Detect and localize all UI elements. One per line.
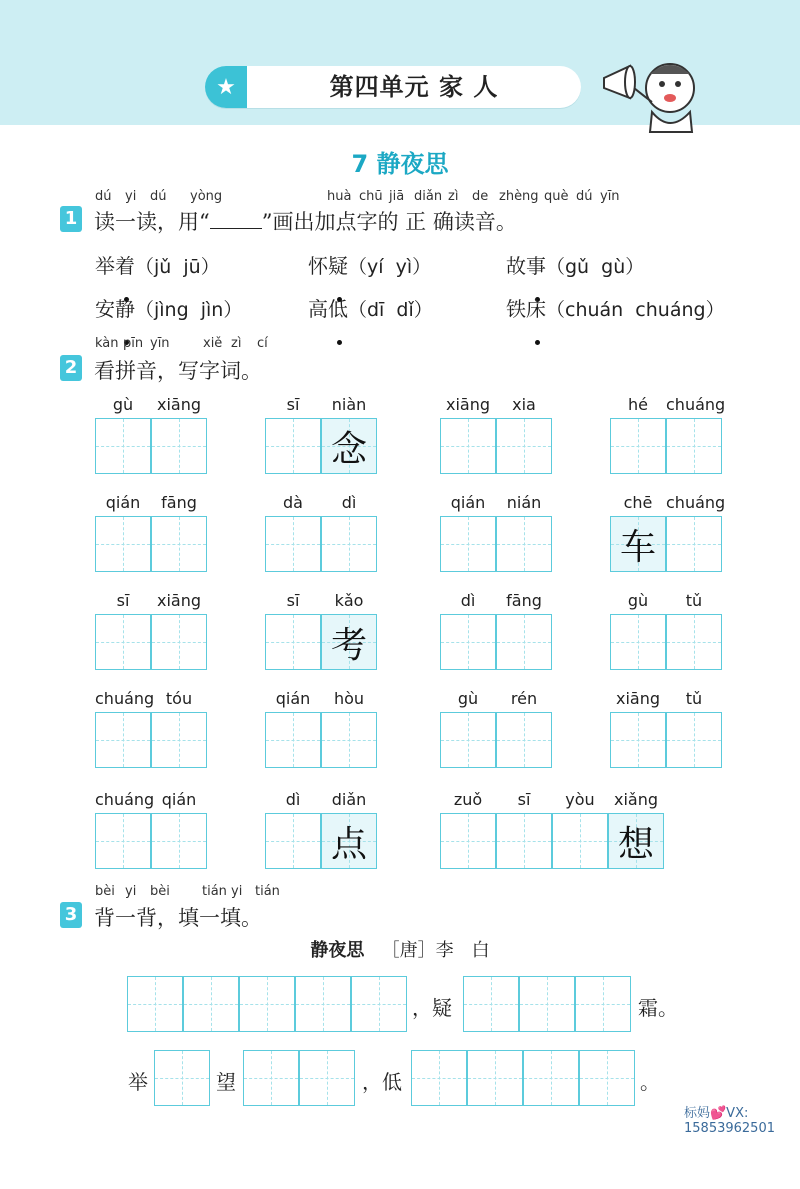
q1-pinyin-11: què: [544, 189, 569, 204]
q1-item-options: （yí yì）: [348, 256, 432, 278]
poem-line1-end: 霜。: [638, 996, 678, 1020]
q2-pinyin-syllable: hé: [628, 395, 648, 414]
q1-item-dotted-char: 床: [526, 297, 546, 321]
q1-item-options: （gǔ gù）: [546, 256, 645, 278]
unit-title: 第四单元 家 人: [329, 73, 499, 101]
watermark-line2: 15853962501: [684, 1121, 775, 1136]
question-number-3: 3: [60, 902, 82, 928]
q1-pinyin-5: chū: [359, 189, 383, 204]
q2-pinyin-syllable: fāng: [506, 591, 542, 610]
poem-write-box[interactable]: [243, 1050, 299, 1106]
q2-instruction: 看拼音，写字词。: [94, 359, 262, 383]
write-box[interactable]: [151, 614, 207, 670]
question-number-1: 1: [60, 206, 82, 232]
q3-pinyin-0: bèi: [95, 884, 115, 899]
write-box[interactable]: [440, 516, 496, 572]
poem-write-box[interactable]: [183, 976, 239, 1032]
q2-pinyin-syllable: diǎn: [331, 790, 367, 809]
q2-pinyin-syllable: dì: [341, 493, 357, 512]
poem-write-box[interactable]: [519, 976, 575, 1032]
q1-item-dotted-char: 静: [115, 297, 135, 321]
poem-line2-b: 望: [216, 1070, 236, 1094]
q1-item-options: （jǔ jū）: [135, 256, 220, 278]
poem-write-box[interactable]: [579, 1050, 635, 1106]
poem-heading: [0, 936, 800, 962]
q2-pinyin-syllable: zuǒ: [453, 790, 483, 809]
write-box[interactable]: [666, 712, 722, 768]
q2-pinyin-2: yīn: [150, 336, 170, 351]
poem-write-box[interactable]: [127, 976, 183, 1032]
given-character: 车: [619, 526, 656, 568]
q3-pinyin-2: bèi: [150, 884, 170, 899]
write-box[interactable]: [95, 614, 151, 670]
write-box[interactable]: [610, 418, 666, 474]
write-box[interactable]: [265, 813, 321, 869]
q2-pinyin-syllable: sī: [286, 591, 300, 610]
given-character: 念: [330, 428, 367, 470]
q1-pinyin-6: jiā: [389, 189, 405, 204]
write-box[interactable]: [95, 418, 151, 474]
q2-pinyin-0: kàn: [95, 336, 119, 351]
q1-text-before: 读一读，用“: [94, 210, 210, 234]
q2-pinyin-syllable: chuáng: [666, 493, 726, 512]
q1-pinyin-7: diǎn: [414, 189, 443, 204]
poem-title: 静夜思: [310, 940, 365, 961]
q1-underline-sample: [210, 216, 262, 229]
write-box[interactable]: [265, 418, 321, 474]
q2-pinyin-syllable: chuáng: [95, 689, 155, 708]
q2-pinyin-syllable: dà: [283, 493, 303, 512]
q3-instruction: 背一背，填一填。: [94, 906, 262, 930]
q3-pinyin-4: yi: [231, 884, 243, 899]
q2-pinyin-syllable: dì: [285, 790, 301, 809]
write-box[interactable]: [321, 712, 377, 768]
q2-pinyin-syllable: qián: [161, 790, 197, 809]
poem-write-box[interactable]: [154, 1050, 210, 1106]
write-box[interactable]: [496, 418, 552, 474]
q2-pinyin-syllable: niàn: [331, 395, 367, 414]
q2-pinyin-syllable: xiāng: [156, 591, 201, 610]
write-box[interactable]: [496, 516, 552, 572]
q1-item-char: 故: [506, 254, 526, 278]
watermark-line1: 标妈💕VX:: [684, 1106, 749, 1121]
write-box[interactable]: [151, 712, 207, 768]
q2-pinyin-4: zì: [231, 336, 242, 351]
write-box[interactable]: [496, 614, 552, 670]
lesson-title: 7 静夜思: [351, 150, 449, 178]
q2-pinyin-syllable: nián: [506, 493, 542, 512]
given-character: 考: [330, 624, 367, 666]
q2-pinyin-syllable: sī: [517, 790, 531, 809]
q2-pinyin-syllable: yòu: [565, 790, 595, 809]
q1-item-dotted-char: 低: [328, 297, 348, 321]
q1-item-dotted-char: 着: [115, 254, 135, 278]
write-box[interactable]: [151, 418, 207, 474]
q1-item: [506, 293, 725, 322]
write-box[interactable]: [608, 813, 664, 869]
q1-item: [95, 250, 220, 279]
q1-pinyin-10: zhèng: [499, 189, 539, 204]
q1-item-char: 高: [308, 297, 328, 321]
q2-pinyin-syllable: gù: [627, 591, 649, 610]
write-box[interactable]: [666, 614, 722, 670]
q1-item-char: 举: [95, 254, 115, 278]
q2-pinyin-syllable: chuáng: [95, 790, 155, 809]
q2-pinyin-syllable: qián: [275, 689, 311, 708]
write-box[interactable]: [151, 516, 207, 572]
q2-pinyin-syllable: tǔ: [685, 591, 703, 610]
q1-item-char: 铁: [506, 297, 526, 321]
q1-pinyin-3: yòng: [190, 189, 223, 204]
q1-pinyin-8: zì: [448, 189, 459, 204]
q2-pinyin-syllable: qián: [450, 493, 486, 512]
q1-pinyin-0: dú: [95, 189, 112, 204]
poem-write-box[interactable]: [523, 1050, 579, 1106]
write-box[interactable]: [666, 418, 722, 474]
write-box[interactable]: [440, 418, 496, 474]
q1-pinyin-9: de: [472, 189, 489, 204]
write-box[interactable]: [265, 614, 321, 670]
given-character: 想: [617, 823, 654, 865]
q2-pinyin-syllable: chuáng: [666, 395, 726, 414]
q2-pinyin-syllable: xiǎng: [613, 790, 658, 809]
q2-pinyin-syllable: xia: [512, 395, 536, 414]
watermark: [684, 1106, 775, 1136]
question-number-2: 2: [60, 355, 82, 381]
write-box[interactable]: [440, 712, 496, 768]
q1-instruction: [94, 206, 517, 236]
q1-pinyin-12: dú: [576, 189, 593, 204]
write-box[interactable]: [496, 712, 552, 768]
write-box[interactable]: [610, 712, 666, 768]
q2-pinyin-5: cí: [257, 336, 268, 351]
q1-pinyin-13: yīn: [600, 189, 620, 204]
write-box[interactable]: [321, 813, 377, 869]
q1-item: [506, 250, 644, 279]
q1-item-char: 怀: [308, 254, 328, 278]
write-box[interactable]: [666, 516, 722, 572]
q2-pinyin-syllable: chē: [623, 493, 653, 512]
poem-line2-a: 举: [128, 1070, 148, 1094]
q2-pinyin-syllable: gù: [112, 395, 134, 414]
poem-write-box[interactable]: [467, 1050, 523, 1106]
star-icon: ★: [205, 66, 247, 108]
q3-pinyin-3: tián: [202, 884, 227, 899]
q2-pinyin-syllable: kǎo: [334, 591, 364, 610]
poem-write-box[interactable]: [239, 976, 295, 1032]
write-box[interactable]: [440, 813, 496, 869]
q1-item: [95, 293, 242, 322]
q2-pinyin-3: xiě: [203, 336, 223, 351]
write-box[interactable]: [95, 516, 151, 572]
write-box[interactable]: [321, 418, 377, 474]
q2-pinyin-syllable: sī: [116, 591, 130, 610]
q2-pinyin-syllable: xiāng: [615, 689, 660, 708]
poem-write-box[interactable]: [295, 976, 351, 1032]
q1-item: [308, 293, 433, 322]
given-character: 点: [330, 823, 367, 865]
mascot-megaphone-icon: [600, 58, 700, 134]
q1-pinyin-4: huà: [327, 189, 352, 204]
q1-text-after: ”画出加点字的 正 确读音。: [261, 210, 517, 234]
q2-pinyin-syllable: tǔ: [685, 689, 703, 708]
q1-item-options: （chuán chuáng）: [546, 299, 725, 321]
poem-author: ［唐］李 白: [381, 940, 490, 961]
q2-pinyin-syllable: xiāng: [156, 395, 201, 414]
q3-pinyin-1: yi: [125, 884, 137, 899]
poem-write-box[interactable]: [299, 1050, 355, 1106]
write-box[interactable]: [151, 813, 207, 869]
q1-item-dotted-char: 事: [526, 254, 546, 278]
q3-pinyin-5: tián: [255, 884, 280, 899]
write-box[interactable]: [321, 614, 377, 670]
q1-item-options: （jìng jìn）: [135, 299, 243, 321]
poem-write-box[interactable]: [463, 976, 519, 1032]
q2-pinyin-syllable: tóu: [165, 689, 193, 708]
poem-write-box[interactable]: [575, 976, 631, 1032]
q2-pinyin-syllable: dì: [460, 591, 476, 610]
q2-pinyin-syllable: qián: [105, 493, 141, 512]
write-box[interactable]: [610, 614, 666, 670]
poem-line2-c: ，低: [362, 1070, 402, 1094]
poem-write-box[interactable]: [411, 1050, 467, 1106]
q2-pinyin-1: pīn: [123, 336, 144, 351]
write-box[interactable]: [610, 516, 666, 572]
poem-line1-mid: ，疑: [412, 996, 452, 1020]
write-box[interactable]: [95, 813, 151, 869]
q2-pinyin-syllable: xiāng: [445, 395, 490, 414]
q1-item-char: 安: [95, 297, 115, 321]
write-box[interactable]: [321, 516, 377, 572]
q2-pinyin-syllable: hòu: [333, 689, 365, 708]
write-box[interactable]: [496, 813, 552, 869]
q2-pinyin-syllable: rén: [510, 689, 538, 708]
q2-pinyin-syllable: gù: [457, 689, 479, 708]
poem-line2-end: 。: [640, 1070, 660, 1094]
write-box[interactable]: [265, 516, 321, 572]
q1-pinyin-1: yi: [125, 189, 137, 204]
q1-pinyin-2: dú: [150, 189, 167, 204]
q1-item: [308, 250, 431, 279]
q1-item-dotted-char: 疑: [328, 254, 348, 278]
q1-item-options: （dī dǐ）: [348, 299, 433, 321]
q2-pinyin-syllable: sī: [286, 395, 300, 414]
poem-write-box[interactable]: [351, 976, 407, 1032]
write-box[interactable]: [440, 614, 496, 670]
q2-pinyin-syllable: fāng: [161, 493, 197, 512]
write-box[interactable]: [265, 712, 321, 768]
write-box[interactable]: [552, 813, 608, 869]
write-box[interactable]: [95, 712, 151, 768]
